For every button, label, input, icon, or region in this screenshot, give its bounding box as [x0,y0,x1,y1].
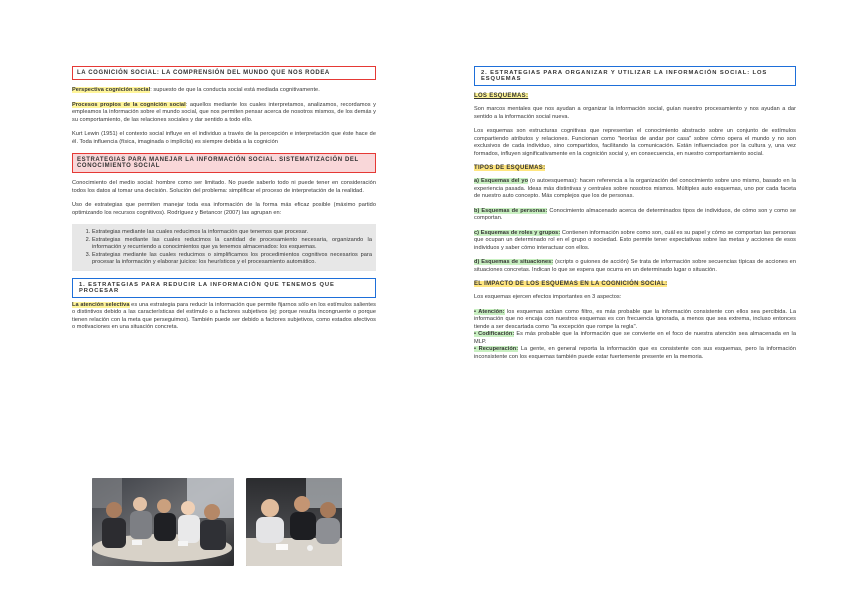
paragraph-text: La gente, en general reporta la información que es consistente con sus esquemas, pero la información inconsistente con los esquemas también puede estar fuertemente presente en la memoria. [474,346,796,360]
strategies-list-box [72,224,376,271]
photo-table-conversation-image [246,478,342,566]
paragraph-text: (o autoesquemas): hacen referencia a la organización del conocimiento sobre uno mismo, basado en la experiencia pasada. Ideas más distintivas y centrales sobre nosotros mismos. Múltiples auto esquemas, uno por cada faceta de nuestro auto concepto. Más complejos que los de personas. [474,178,796,199]
paragraph-perspectiva [72,87,376,95]
paragraph-text: los esquemas actúan como filtro, es más probable que la información consistente con ellos sea percibida. La información que no encaja con nuestros esquemas es con frecuencia ignorada, a menos que sea extrema, incluso entonces tiende a ser descartada como "la excepción que rompe la regla". [474,308,796,330]
highlight-term: • Atención: [474,308,505,315]
highlight-term: b) Esquemas de personas: [474,207,548,214]
paragraph-text: es una estrategia para reducir la información que permite fijarnos sólo en los estímulos salientes o distintivos debido a las características del estímulo o a factores subjetivos (ej: porque resulta incongruente o porque tienen relación con la meta que perseguimos). También puede ser debido a factores subjetivos, como estados afectivos o motivaciones en una situación concreta. [72,301,377,330]
photo-group-meeting [92,478,234,566]
highlight-term: a) Esquemas del yo [474,178,529,184]
list-item: 2. Estrategias mediante las cuales reducimos la cantidad de procesamiento necesaria, organizando la información y recurriendo a conocimientos que ya tenemos almacenados: los esquemas. [92,237,372,252]
highlight-term: Procesos propios de la cognición social [72,101,186,108]
section-title-cognicion-social: LA COGNICIÓN SOCIAL: LA COMPRENSIÓN DEL MUNDO QUE NOS RODEA [72,66,376,80]
list-item: 1. Estrategias mediante las cuales reducimos la información que tenemos que procesar. [92,229,372,237]
paragraph-lewin: Kurt Lewin (1951) el contexto social influye en el individuo a través de la percepción e interpretación que éste hace de él. Toda influencia (física, imaginada o implícita) es siempre debida a la cognición [72,131,376,145]
subheading-impacto: EL IMPACTO DE LOS ESQUEMAS EN LA COGNICIÓN SOCIAL: [474,281,668,287]
paragraph-text: Conocimiento almacenado acerca de determinados tipos de individuos, de cómo son y como se comportan. [474,207,796,221]
strategies-list [76,229,372,267]
section-title-estrategias: ESTRATEGIAS PARA MANEJAR LA INFORMACIÓN SOCIAL. SISTEMATIZACIÓN DEL CONOCIMIENTO SOCIAL [72,153,376,173]
paragraph-estructuras-cognitivas: Los esquemas son estructuras cognitivas que representan el conocimiento abstracto sobre un conjunto de estímulos compartiendo atributos y relaciones. Funcionan como "teorías de andar por casa" sobre cómo opera el mundo y no son exclusivos de cada individuo, sino compartidos, facilitando la comunicación. Están influenciados por la cultura y, una vez formados, influyen significativamente en la cognición social y, en consecuencia, en nuestro comportamiento social. [474,128,796,157]
paragraph-marcos-mentales: Son marcos mentales que nos ayudan a organizar la información social, guían nuestro procesamiento y nos ayudan a dar sentido a la información social nueva. [474,106,796,120]
photo-group-meeting-image [92,478,234,566]
highlight-term: Perspectiva cognición social [72,87,151,93]
right-page [424,0,848,599]
subheading-los-esquemas: LOS ESQUEMAS: [474,93,529,99]
paragraph-text: : supuesto de que la conducta social está mediada cognitivamente. [150,87,320,93]
subheading-tipos-esquemas: TIPOS DE ESQUEMAS: [474,165,546,171]
left-column [72,66,376,332]
paragraph-esquemas-situaciones [474,259,796,274]
paragraph-conocimiento: Conocimiento del medio social: hombre como ser limitado. No puede saberlo todo ni puede tener en consideración todos los datos al tomar una decisión. Solución del problema: simplificar el proceso de interpretación de la realidad. [72,180,376,194]
paragraph-procesos [72,102,376,125]
paragraph-esquemas-yo [474,178,796,201]
highlight-term: c) Esquemas de roles y grupos: [474,229,561,236]
paragraph-codificacion [474,331,796,346]
paragraph-atencion-selectiva [72,302,376,332]
list-item: 3. Estrategias mediante las cuales reducimos o simplificamos los procedimientos cognitivos necesarios para procesar la información y elaborar juicios: los heurísticos y el procesamiento automático. [92,252,372,267]
right-column [474,66,796,361]
section-title-reducir-info: 1. ESTRATEGIAS PARA REDUCIR LA INFORMACIÓN QUE TENEMOS QUE PROCESAR [72,278,376,298]
highlight-term: d) Esquemas de situaciones: [474,259,554,265]
paragraph-efectos: Los esquemas ejercen efectos importantes en 3 aspectos: [474,294,622,300]
highlight-term: • Recuperación: [474,346,519,352]
paragraph-esquemas-personas [474,208,796,223]
paragraph-atencion [474,309,796,332]
paragraph-recuperacion [474,346,796,361]
paragraph-esquemas-roles [474,230,796,253]
paragraph-uso-estrategias: Uso de estrategias que permiten manejar toda esa información de la forma más eficaz posible (máximo partido optimizando los recursos cognitivos). Rodríguez y Betancor (2007) las agrupan en: [72,202,376,216]
highlight-term: La atención selectiva [72,301,130,308]
highlight-term: • Codificación: [474,331,515,337]
paragraph-text: : aquellos mediante los cuales interpretamos, analizamos, recordamos y empleamos la información sobre el mundo social, que nos permiten pensar acerca de nosotros mismos, de los demás y su comportamiento, de las relaciones sociales y dar sentido a todo ello. [72,101,376,123]
photo-table-conversation [246,478,342,566]
paragraph-text: (scripts o guiones de acción) Se trata de información sobre secuencias típicas de acciones en situaciones concretas. Indican lo que se espera que ocurra en un determinado lugar o situación. [474,259,796,273]
paragraph-text: Contienen información sobre como son, cuál es su papel y cómo se comportan las personas que ocupan un determinado rol en el grupo o sociedad. Esto permite tener expectativas sobre las metas y acciones de esos individuos y saber cómo interactuar con ellos. [474,229,796,251]
section-title-esquemas: 2. ESTRATEGIAS PARA ORGANIZAR Y UTILIZAR LA INFORMACIÓN SOCIAL: LOS ESQUEMAS [474,66,796,86]
paragraph-text: Es más probable que la información que se convierte en el foco de nuestra atención sea almacenada en la MLP. [474,331,796,345]
